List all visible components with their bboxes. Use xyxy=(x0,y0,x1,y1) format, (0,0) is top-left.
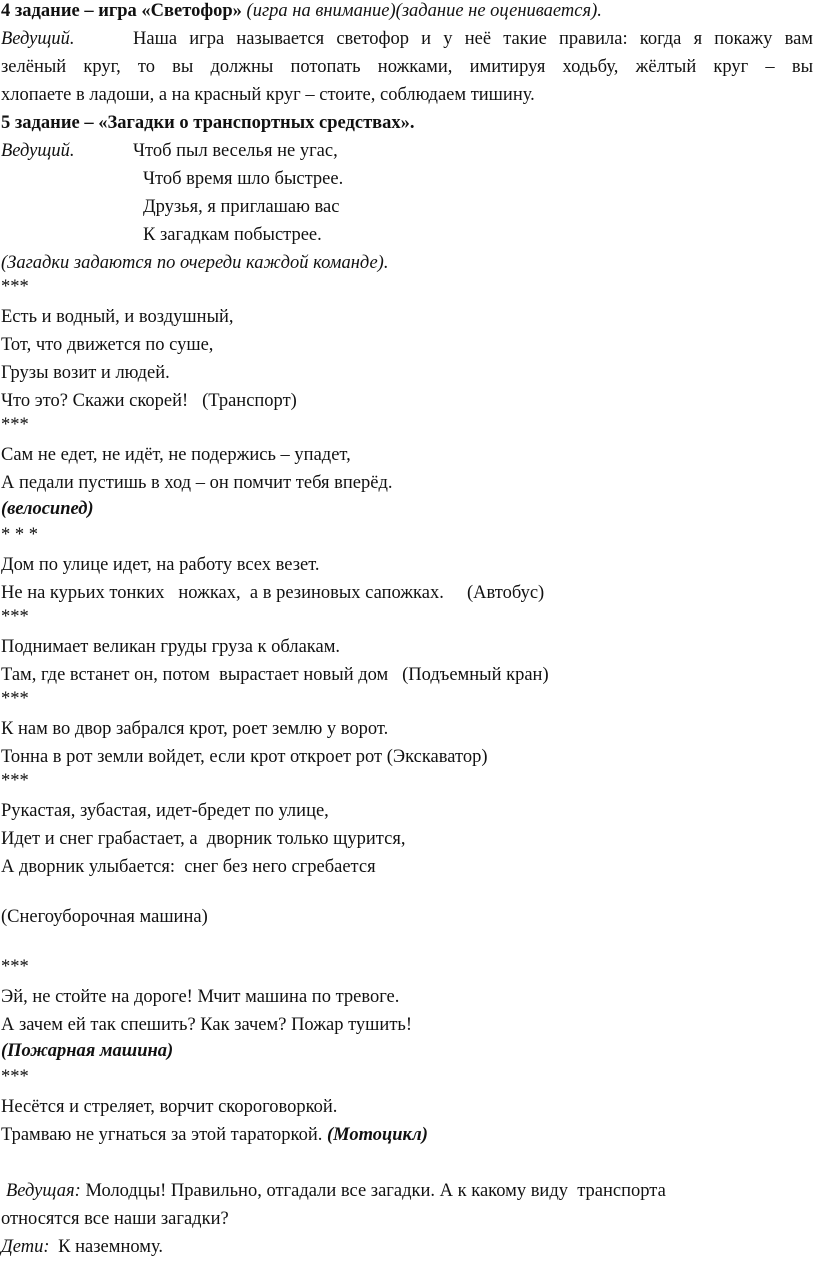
riddle8-answer: (Мотоцикл) xyxy=(326,1125,428,1145)
task5-note: (Загадки задаются по очереди каждой команде). xyxy=(1,253,389,273)
riddle6-answer: (Снегоуборочная машина) xyxy=(1,907,208,927)
separator: *** xyxy=(1,607,29,627)
riddle4-line2: Там, где встанет он, потом вырастает новый дом (Подъемный кран) xyxy=(1,665,549,685)
task4-line1-body: Наша игра называется светофор и у неё такие правила: когда я покажу вам xyxy=(133,29,813,49)
riddle3-line2: Не на курьих тонких ножках, а в резиновых сапожках. (Автобус) xyxy=(1,583,545,603)
task4-heading-title: 4 задание – игра «Светофор» xyxy=(1,1,242,21)
riddle7-line2: А зачем ей так спешить? Как зачем? Пожар тушить! xyxy=(1,1015,413,1035)
separator: *** xyxy=(1,1067,29,1087)
riddle8-line1: Несётся и стреляет, ворчит скороговоркой. xyxy=(1,1097,338,1117)
riddle1-line2: Тот, что движется по суше, xyxy=(1,335,214,355)
task5-heading: 5 задание – «Загадки о транспортных средствах». xyxy=(1,113,415,133)
riddle3-line1: Дом по улице идет, на работу всех везет. xyxy=(1,555,320,575)
ending-line1-text: Молодцы! Правильно, отгадали все загадки. А к какому виду транспорта xyxy=(85,1181,666,1201)
riddle2-line1: Сам не едет, не идёт, не подержись – упадет, xyxy=(1,445,351,465)
task5-poem-line1 xyxy=(1,140,338,162)
task4-line1-text xyxy=(133,28,813,50)
task4-line3: хлопаете в ладоши, а на красный круг – стоите, соблюдаем тишину. xyxy=(1,85,535,105)
ending-line1 xyxy=(6,1180,666,1202)
ending-line2: относятся все наши загадки? xyxy=(1,1209,229,1229)
riddle8-line2 xyxy=(1,1124,428,1146)
riddle7-line1: Эй, не стойте на дороге! Мчит машина по тревоге. xyxy=(1,987,400,1007)
task5-poem-text1: Чтоб пыл веселья не угас, xyxy=(133,141,338,161)
task4-line2: зелёный круг, то вы должны потопать ножками, имитируя ходьбу, жёлтый круг – вы xyxy=(1,57,813,77)
riddle6-line1: Рукастая, зубастая, идет-бредет по улице, xyxy=(1,801,329,821)
task5-poem-line3: Друзья, я приглашаю вас xyxy=(143,197,340,217)
task5-poem-line4: К загадкам побыстрее. xyxy=(143,225,322,245)
riddle2-line2: А педали пустишь в ход – он помчит тебя вперёд. xyxy=(1,473,393,493)
riddle5-line1: К нам во двор забрался крот, роет землю у ворот. xyxy=(1,719,389,739)
task4-line1 xyxy=(1,28,813,50)
task4-speaker: Ведущий. xyxy=(1,29,75,49)
task4-heading-note: (игра на внимание)(задание не оценивается). xyxy=(246,1,602,21)
riddle5-line2: Тонна в рот земли войдет, если крот откроет рот (Экскаватор) xyxy=(1,747,488,767)
riddle2-answer: (велосипед) xyxy=(1,499,94,519)
riddle6-line3: А дворник улыбается: снег без него сгребается xyxy=(1,857,376,877)
riddle1-line3: Грузы возит и людей. xyxy=(1,363,170,383)
task5-speaker: Ведущий. xyxy=(1,141,75,161)
riddle7-answer: (Пожарная машина) xyxy=(1,1041,174,1061)
separator: *** xyxy=(1,689,29,709)
kids-text: К наземному. xyxy=(58,1237,163,1257)
task5-poem-line2: Чтоб время шло быстрее. xyxy=(143,169,344,189)
separator: *** xyxy=(1,277,29,297)
separator: *** xyxy=(1,771,29,791)
riddle1-line4: Что это? Скажи скорей! (Транспорт) xyxy=(1,391,297,411)
kids-speaker: Дети: xyxy=(1,1237,50,1257)
separator: * * * xyxy=(1,525,38,545)
riddle1-line1: Есть и водный, и воздушный, xyxy=(1,307,234,327)
riddle4-line1: Поднимает великан груды груза к облакам. xyxy=(1,637,341,657)
separator: *** xyxy=(1,415,29,435)
separator: *** xyxy=(1,957,29,977)
riddle8-line2-text: Трамваю не угнаться за этой тараторкой. xyxy=(1,1125,323,1145)
ending-speaker: Ведущая: xyxy=(6,1181,81,1201)
kids-answer xyxy=(1,1236,163,1258)
task4-heading xyxy=(1,0,602,22)
riddle6-line2: Идет и снег грабастает, а дворник только щурится, xyxy=(1,829,406,849)
